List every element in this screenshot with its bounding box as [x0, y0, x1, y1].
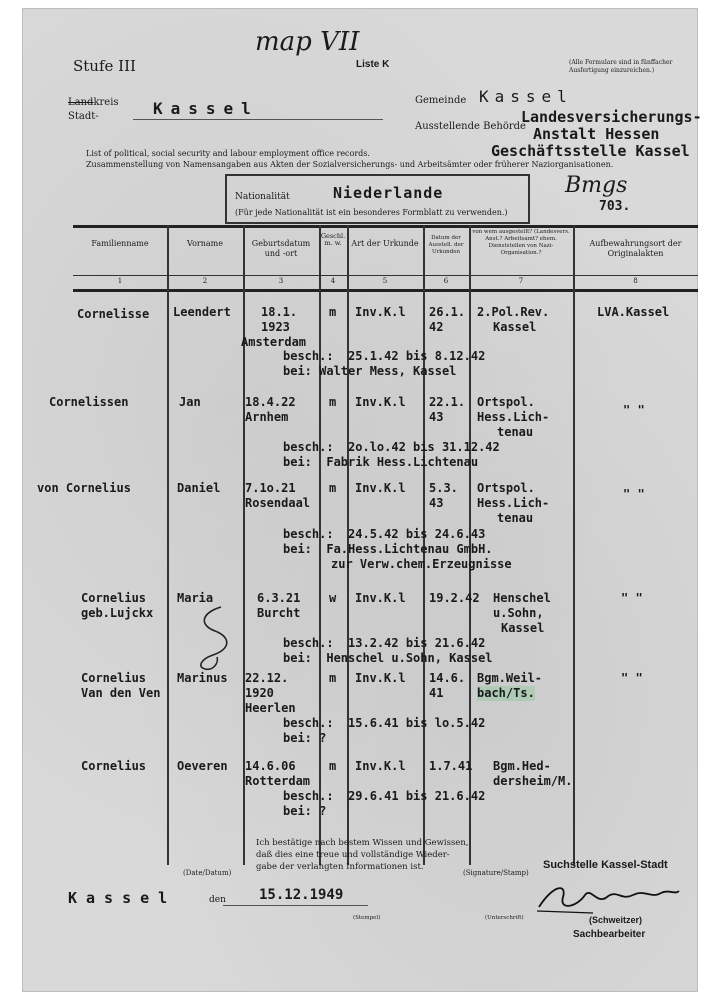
cell-aussteller: Bgm.Weil- [477, 671, 543, 685]
table-row [49, 393, 698, 473]
cell-art: Inv.K.l [355, 481, 406, 495]
cell-datum: 43 [429, 496, 444, 510]
signer-name: (Schweitzer) [589, 915, 643, 925]
cell-vorname: Marinus [177, 671, 228, 685]
col-number: 8 [633, 277, 638, 285]
cell-bei: bei: Fabrik Hess.Lichtenau [283, 455, 479, 469]
cell-art: Inv.K.l [355, 759, 406, 773]
col-number: 1 [117, 277, 123, 285]
cell-aufbewahrung: " " [623, 403, 645, 417]
cell-datum: 5.3. [429, 481, 458, 495]
header-datum: Datum der Ausstell. der Urkunden [428, 235, 464, 255]
confirmation-line-2: daß dies eine treue und vollständige Wieder- [256, 850, 450, 860]
cell-bei: bei: Henschel u.Sohn, Kassel [283, 651, 493, 665]
cell-geburt: Rotterdam [245, 774, 311, 788]
table-row [73, 759, 698, 829]
cell-aufbewahrung: " " [621, 591, 643, 605]
cell-beschaeftigt: besch.: 24.5.42 bis 24.6.43 [283, 527, 486, 541]
gemeinde-label: Gemeinde [415, 95, 467, 106]
cell-geschlecht: m [329, 481, 337, 495]
confirmation-line-1: Ich bestätige nach bestem Wissen und Gewissen, [256, 838, 469, 848]
cell-geburt: Amsterdam [241, 335, 307, 349]
records-table [37, 225, 698, 865]
nationality-value: Niederlande [333, 184, 444, 202]
cell-geburt: 14.6.06 [245, 759, 296, 773]
confirmation-line-3: gabe der verlangten Informationen ist. [256, 862, 424, 872]
signature-stamp-label: (Signature/Stamp) [463, 869, 529, 877]
cell-familienname: Van den Ven [81, 686, 161, 700]
cell-familienname: Cornelius [81, 671, 147, 685]
cell-beschaeftigt: besch.: 25.1.42 bis 8.12.42 [283, 349, 486, 363]
handwritten-signature [533, 877, 683, 917]
cell-familienname: Cornelisse [77, 307, 150, 321]
table-row [73, 305, 698, 385]
behoerde-value-2: Anstalt Hessen [533, 125, 660, 143]
cell-datum: 14.6. [429, 671, 466, 685]
date-label: (Date/Datum) [183, 869, 232, 877]
cell-beschaeftigt: besch.: 13.2.42 bis 21.6.42 [283, 636, 486, 650]
cell-art: Inv.K.l [355, 395, 406, 409]
cell-datum: 19.2.42 [429, 591, 480, 605]
handwritten-map-note: map VII [255, 27, 360, 57]
form-note: (Alle Formulare sind in fünffacher Ausfertigung einzureichen.) [569, 59, 673, 74]
cell-familienname: Cornelius [81, 759, 147, 773]
cell-familienname: geb.Lujckx [81, 606, 154, 620]
col-number: 7 [518, 277, 524, 285]
cell-familienname: von Cornelius [37, 481, 131, 495]
cell-geburt: 6.3.21 [257, 591, 301, 605]
cell-aussteller: Ortspol. [477, 395, 535, 409]
stempel-label: (Stempel) [353, 915, 381, 921]
header-aussteller: von wem ausgestellt? (Landesvers. Anst.? Arbeitsamt? ehem. Dienststellen von Nazi-Organisation.? [472, 229, 570, 256]
cell-beschaeftigt: besch.: 29.6.41 bis 21.6.42 [283, 789, 486, 803]
cell-geschlecht: w [329, 591, 337, 605]
handwritten-squiggle [191, 603, 241, 673]
col-number: 3 [278, 277, 284, 285]
cell-art: Inv.K.l [355, 671, 406, 685]
cell-aufbewahrung: LVA.Kassel [597, 305, 670, 319]
header-art: Art der Urkunde [351, 239, 419, 248]
document-sheet [22, 8, 702, 992]
cell-aussteller: Ortspol. [477, 481, 535, 495]
cell-bei: bei: Walter Mess, Kassel [283, 364, 457, 378]
sachbearbeiter-label: Sachbearbeiter [573, 929, 646, 940]
cell-datum: 41 [429, 686, 444, 700]
cell-bei: zur Verw.chem.Erzeugnisse [331, 557, 512, 571]
date-value: 15.12.1949 [259, 887, 344, 903]
cell-aussteller: Bgm.Hed- [493, 759, 551, 773]
cell-datum: 1.7.41 [429, 759, 473, 773]
cell-aussteller-highlighted: bach/Ts. [477, 686, 535, 700]
cell-familienname: Cornelissen [49, 395, 129, 409]
date-underline [223, 905, 368, 906]
kreis-underline [133, 119, 383, 120]
cell-geburt: 1923 [261, 320, 290, 334]
land-label: Land [68, 97, 94, 108]
col-number: 2 [202, 277, 208, 285]
den-label: den [209, 895, 226, 905]
cell-geschlecht: m [329, 671, 337, 685]
cell-aussteller: Hess.Lich- [477, 410, 550, 424]
table-row [73, 671, 698, 751]
land-kreis-label [68, 97, 119, 108]
cell-aussteller: Kassel [493, 320, 537, 334]
cell-aufbewahrung: " " [621, 671, 643, 685]
cell-geburt: Heerlen [245, 701, 296, 715]
cell-aufbewahrung: " " [623, 487, 645, 501]
cell-geburt: Rosendaal [245, 496, 311, 510]
cell-aussteller: tenau [497, 425, 534, 439]
cell-aussteller: Hess.Lich- [477, 496, 550, 510]
intro-text-en: List of political, social security and labour employment office records. [86, 149, 370, 158]
cell-aussteller: tenau [497, 511, 534, 525]
stadt-label: Stadt- [68, 111, 99, 122]
table-row [37, 481, 698, 581]
table-row [73, 591, 698, 671]
header-familienname: Familienname [91, 239, 149, 248]
kreis-value: Kassel [153, 99, 259, 118]
cell-geschlecht: m [329, 305, 337, 319]
intro-text-de: Zusammenstellung von Namensangaben aus Akten der Sozialversicherungs- und Arbeitsämter oder früherer Naziorganisationen. [86, 160, 614, 169]
cell-art: Inv.K.l [355, 591, 406, 605]
place-value: Kassel [68, 889, 177, 907]
cell-bei: bei: ? [283, 731, 327, 745]
cell-aussteller: Kassel [501, 621, 545, 635]
cell-vorname: Maria [177, 591, 214, 605]
cell-vorname: Daniel [177, 481, 221, 495]
cell-vorname: Leendert [173, 305, 231, 319]
cell-vorname: Jan [179, 395, 201, 409]
cell-geburt: Burcht [257, 606, 301, 620]
cell-aussteller: 2.Pol.Rev. [477, 305, 550, 319]
cell-vorname: Oeveren [177, 759, 228, 773]
liste-label: Liste K [356, 59, 390, 70]
col-number: 6 [443, 277, 449, 285]
behoerde-label: Ausstellende Behörde [415, 121, 526, 132]
cell-bei: bei: ? [283, 804, 327, 818]
col-number: 4 [330, 277, 336, 285]
stufe-label: Stufe III [73, 57, 136, 75]
cell-datum: 22.1. [429, 395, 466, 409]
nationality-box [225, 174, 530, 224]
behoerde-value-1: Landesversicherungs- [521, 108, 702, 126]
stamp-number: 703. [599, 199, 631, 214]
cell-geburt: 1920 [245, 686, 274, 700]
cell-beschaeftigt: besch.: 15.6.41 bis lo.5.42 [283, 716, 486, 730]
cell-bei: bei: Fa.Hess.Lichtenau GmbH. [283, 542, 493, 556]
cell-geburt: 22.12. [245, 671, 289, 685]
cell-geburt: 18.4.22 [245, 395, 296, 409]
cell-art: Inv.K.l [355, 305, 406, 319]
cell-geburt: 7.1o.21 [245, 481, 296, 495]
cell-aussteller: dersheim/M. [493, 774, 573, 788]
handwritten-stamp: Bmgs [565, 173, 628, 198]
cell-aussteller: u.Sohn, [493, 606, 544, 620]
cell-datum: 26.1. [429, 305, 466, 319]
col-number: 5 [382, 277, 388, 285]
nationality-hint: (Für jede Nationalität ist ein besonderes Formblatt zu verwenden.) [235, 208, 508, 217]
cell-geschlecht: m [329, 395, 337, 409]
behoerde-value-3: Geschäftsstelle Kassel [491, 142, 690, 160]
cell-geburt: Arnhem [245, 410, 289, 424]
header-geschlecht: Geschl. m. w. [320, 232, 346, 247]
cell-datum: 43 [429, 410, 444, 424]
header-geburt: Geburtsdatum und -ort [251, 239, 311, 258]
header-vorname: Vorname [187, 239, 223, 248]
cell-familienname: Cornelius [81, 591, 147, 605]
nationality-label: Nationalität [235, 192, 290, 202]
unterschrift-label: (Unterschrift) [485, 915, 524, 921]
cell-aussteller: Henschel [493, 591, 551, 605]
cell-datum: 42 [429, 320, 444, 334]
cell-geburt: 18.1. [261, 305, 298, 319]
header-aufbewahrung: Aufbewahrungsort der Originalakten [589, 239, 682, 258]
kreis-label: kreis [93, 97, 119, 108]
gemeinde-value: Kassel [479, 87, 573, 106]
cell-geschlecht: m [329, 759, 337, 773]
cell-beschaeftigt: besch.: 2o.lo.42 bis 31.12.42 [283, 440, 500, 454]
suchstelle-stamp: Suchstelle Kassel-Stadt [543, 859, 668, 871]
